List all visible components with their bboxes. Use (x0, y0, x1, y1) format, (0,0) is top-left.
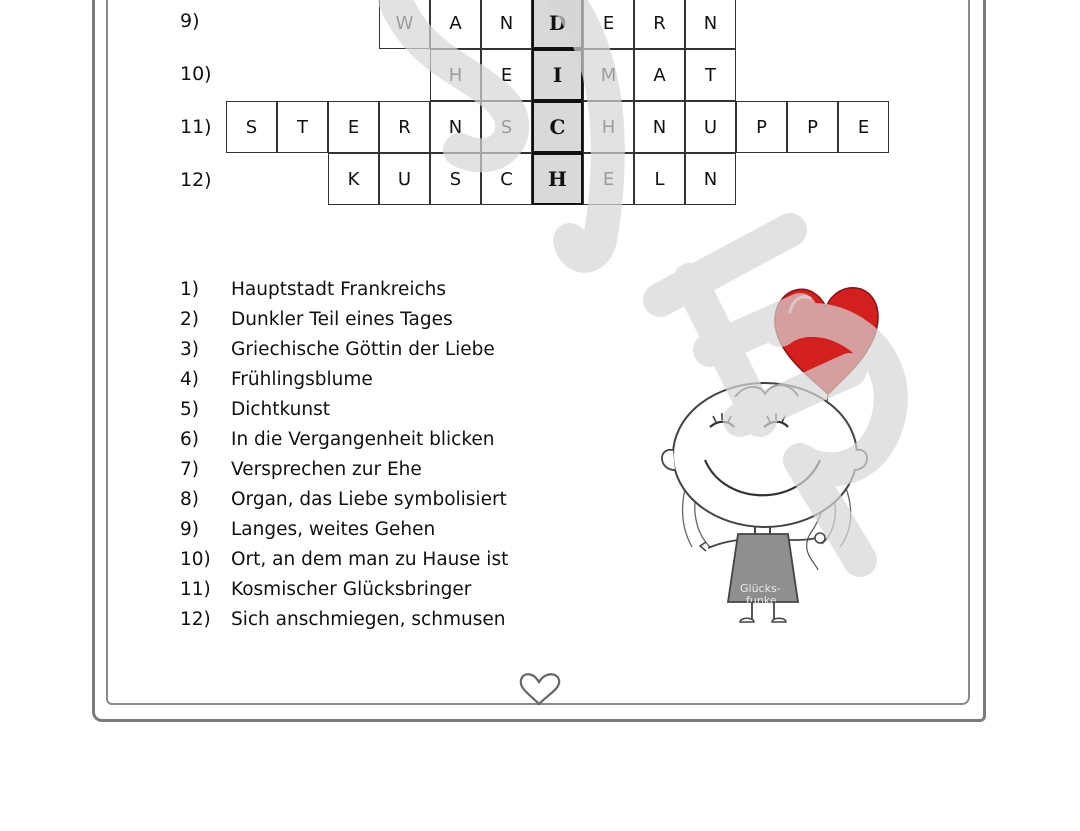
crossword-solution-cell: D (532, 0, 583, 49)
clue-number: 4) (180, 369, 199, 390)
crossword-cell: M (583, 49, 634, 101)
crossword-cell: T (685, 49, 736, 101)
clue-text: Sich anschmiegen, schmusen (231, 609, 506, 630)
row-number: 11) (180, 116, 212, 138)
crossword-cell: N (481, 0, 532, 49)
crossword-cell: N (430, 101, 481, 153)
crossword-cell: U (685, 101, 736, 153)
clue-number: 1) (180, 279, 199, 300)
clue-item (180, 399, 330, 420)
crossword-cell: A (430, 0, 481, 49)
crossword-cell: E (328, 101, 379, 153)
crossword-cell: P (787, 101, 838, 153)
clue-number: 9) (180, 519, 199, 540)
dress-text-bottom: funke (746, 594, 777, 607)
clue-item (180, 489, 507, 510)
clue-text: Ort, an dem man zu Hause ist (231, 549, 509, 570)
crossword-cell: S (430, 153, 481, 205)
left-shoe (740, 618, 754, 622)
clue-number: 6) (180, 429, 199, 450)
right-hand (815, 533, 825, 543)
clue-item (180, 339, 495, 360)
clue-text: Frühlingsblume (231, 369, 373, 390)
crossword-cell: N (685, 0, 736, 49)
right-shoe (772, 618, 786, 622)
clue-text: In die Vergangenheit blicken (231, 429, 495, 450)
crossword-cell: E (583, 0, 634, 49)
crossword-solution-cell: C (532, 101, 583, 153)
heart-balloon-icon (775, 288, 878, 394)
crossword-cell: R (379, 101, 430, 153)
crossword-cell: H (430, 49, 481, 101)
crossword-cell: S (481, 101, 532, 153)
crossword-cell: R (634, 0, 685, 49)
clue-item (180, 369, 373, 390)
clue-text: Hauptstadt Frankreichs (231, 279, 447, 300)
clue-item (180, 519, 435, 540)
clue-text: Griechische Göttin der Liebe (231, 339, 495, 360)
crossword-cell: T (277, 101, 328, 153)
clue-number: 2) (180, 309, 199, 330)
clue-number: 8) (180, 489, 199, 510)
clue-number: 5) (180, 399, 199, 420)
crossword-cell: A (634, 49, 685, 101)
clue-number: 12) (180, 609, 211, 630)
dress-text-top: Glücks- (740, 582, 781, 595)
crossword-cell: W (379, 0, 430, 49)
crossword-cell: H (583, 101, 634, 153)
clue-text: Dunkler Teil eines Tages (231, 309, 453, 330)
clue-item (180, 279, 446, 300)
crossword-cell: E (838, 101, 889, 153)
crossword-cell: K (328, 153, 379, 205)
clue-text: Dichtkunst (231, 399, 331, 420)
clue-number: 7) (180, 459, 199, 480)
row-number: 10) (180, 63, 212, 85)
clue-item (180, 549, 508, 570)
crossword-cell: U (379, 153, 430, 205)
clue-text: Organ, das Liebe symbolisiert (231, 489, 507, 510)
clue-text: Langes, weites Gehen (231, 519, 436, 540)
crossword-cell: L (634, 153, 685, 205)
crossword-solution-cell: I (532, 49, 583, 101)
clue-item (180, 309, 453, 330)
clue-item (180, 429, 494, 450)
row-number: 12) (180, 169, 212, 191)
left-hand (700, 542, 706, 551)
girl-head (673, 383, 857, 527)
crossword-cell: S (226, 101, 277, 153)
clue-number: 11) (180, 579, 211, 600)
clue-item (180, 459, 422, 480)
clue-text: Versprechen zur Ehe (231, 459, 422, 480)
heart-ornament-icon (515, 670, 565, 708)
left-arm (708, 540, 738, 548)
clue-text: Kosmischer Glücksbringer (231, 579, 472, 600)
clue-item (180, 609, 505, 630)
crossword-cell: E (481, 49, 532, 101)
crossword-cell: P (736, 101, 787, 153)
crossword-cell: N (634, 101, 685, 153)
clue-number: 3) (180, 339, 199, 360)
crossword-cell: E (583, 153, 634, 205)
girl-with-balloon-illustration (640, 272, 890, 637)
right-ear (854, 450, 867, 470)
crossword-cell: C (481, 153, 532, 205)
clue-item (180, 579, 471, 600)
row-number: 9) (180, 10, 200, 32)
right-arm (788, 538, 816, 540)
crossword-solution-cell: H (532, 153, 583, 205)
clue-number: 10) (180, 549, 211, 570)
crossword-cell: N (685, 153, 736, 205)
left-ear (662, 450, 675, 470)
